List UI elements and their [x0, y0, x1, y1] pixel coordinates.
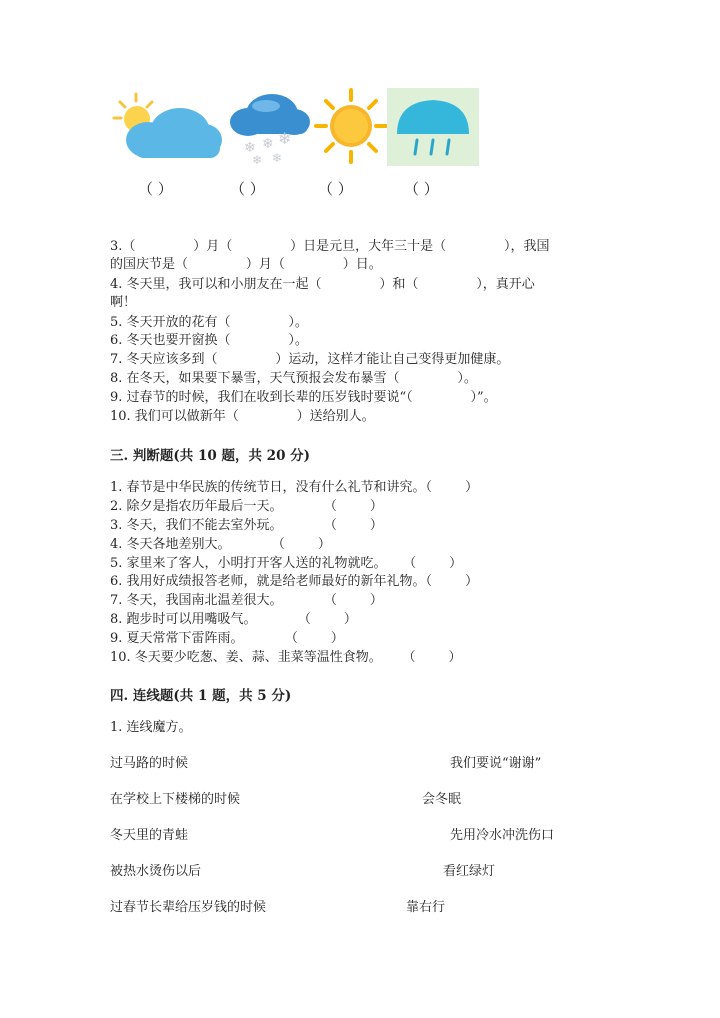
match-right-item[interactable]: 先用冷水冲洗伤口: [450, 828, 555, 843]
section-heading: 四. 连线题(共 1 题，共 5 分): [110, 688, 292, 704]
match-right-item[interactable]: 会冬眠: [422, 792, 462, 807]
question-line: 3.（ ）月（ ）日是元旦，大年三十是（ ），我国: [110, 239, 550, 254]
judge-item: 9. 夏天常常下雷阵雨。 （ ）: [110, 631, 344, 646]
judge-item: 7. 冬天，我国南北温差很大。 （ ）: [110, 593, 383, 608]
svg-text:❄: ❄: [262, 136, 274, 152]
match-left-item[interactable]: 过马路的时候: [110, 756, 189, 771]
match-left-item[interactable]: 被热水烫伤以后: [110, 864, 202, 879]
question-line: 8. 在冬天，如果要下暴雪，天气预报会发布暴雪（ ）。: [110, 371, 477, 386]
judge-item: 8. 跑步时可以用嘴吸气。 （ ）: [110, 612, 357, 627]
judge-item: 5. 家里来了客人，小明打开客人送的礼物就吃。 （ ）: [110, 556, 463, 571]
judge-item: 10. 冬天要少吃葱、姜、蒜、韭菜等温性食物。 （ ）: [110, 650, 462, 665]
svg-text:❄: ❄: [278, 129, 292, 148]
match-right-item[interactable]: 看红绿灯: [443, 864, 496, 879]
answer-blank[interactable]: （ ）: [404, 180, 439, 198]
judge-item: 3. 冬天，我们不能去室外玩。 （ ）: [110, 518, 383, 533]
match-right-item[interactable]: 我们要说“谢谢”: [450, 756, 542, 771]
svg-text:❄: ❄: [244, 140, 256, 156]
question-line: 的国庆节是（ ）月（ ）日。: [110, 257, 382, 272]
answer-blank[interactable]: （ ）: [230, 180, 265, 198]
match-right-item[interactable]: 靠右行: [406, 900, 446, 915]
judge-item: 6. 我用好成绩报答老师，就是给老师最好的新年礼物。（ ）: [110, 574, 479, 589]
question-line: 7. 冬天应该多到（ ）运动，这样才能让自己变得更加健康。: [110, 352, 510, 367]
question-line: 5. 冬天开放的花有（ ）。: [110, 315, 308, 330]
matching-question: 1. 连线魔方。: [110, 720, 192, 735]
judge-item: 2. 除夕是指农历年最后一天。 （ ）: [110, 499, 383, 514]
partly-cloudy-icon: [112, 92, 224, 162]
snow-icon: [228, 92, 312, 166]
question-line: 啊！: [110, 295, 137, 310]
match-left-item[interactable]: 在学校上下楼梯的时候: [110, 792, 241, 807]
question-line: 4. 冬天里，我可以和小朋友在一起（ ）和（ ），真开心: [110, 277, 535, 292]
judge-item: 1. 春节是中华民族的传统节日，没有什么礼节和讲究。（ ）: [110, 480, 479, 495]
question-line: 10. 我们可以做新年（ ）送给别人。: [110, 409, 375, 424]
answer-blank[interactable]: （ ）: [138, 180, 173, 198]
question-line: 9. 过春节的时候，我们在收到长辈的压岁钱时要说“（ ）”。: [110, 390, 497, 405]
svg-text:❄: ❄: [272, 151, 283, 165]
judge-item: 4. 冬天各地差别大。 （ ）: [110, 537, 331, 552]
section-heading: 三. 判断题(共 10 题，共 20 分): [110, 448, 311, 464]
sun-icon: [314, 88, 388, 164]
answer-blank[interactable]: （ ）: [318, 180, 353, 198]
match-left-item[interactable]: 过春节长辈给压岁钱的时候: [110, 900, 267, 915]
rain-icon: [387, 88, 479, 166]
svg-text:❄: ❄: [252, 153, 263, 166]
match-left-item[interactable]: 冬天里的青蛙: [110, 828, 189, 843]
question-line: 6. 冬天也要开窗换（ ）。: [110, 333, 308, 348]
